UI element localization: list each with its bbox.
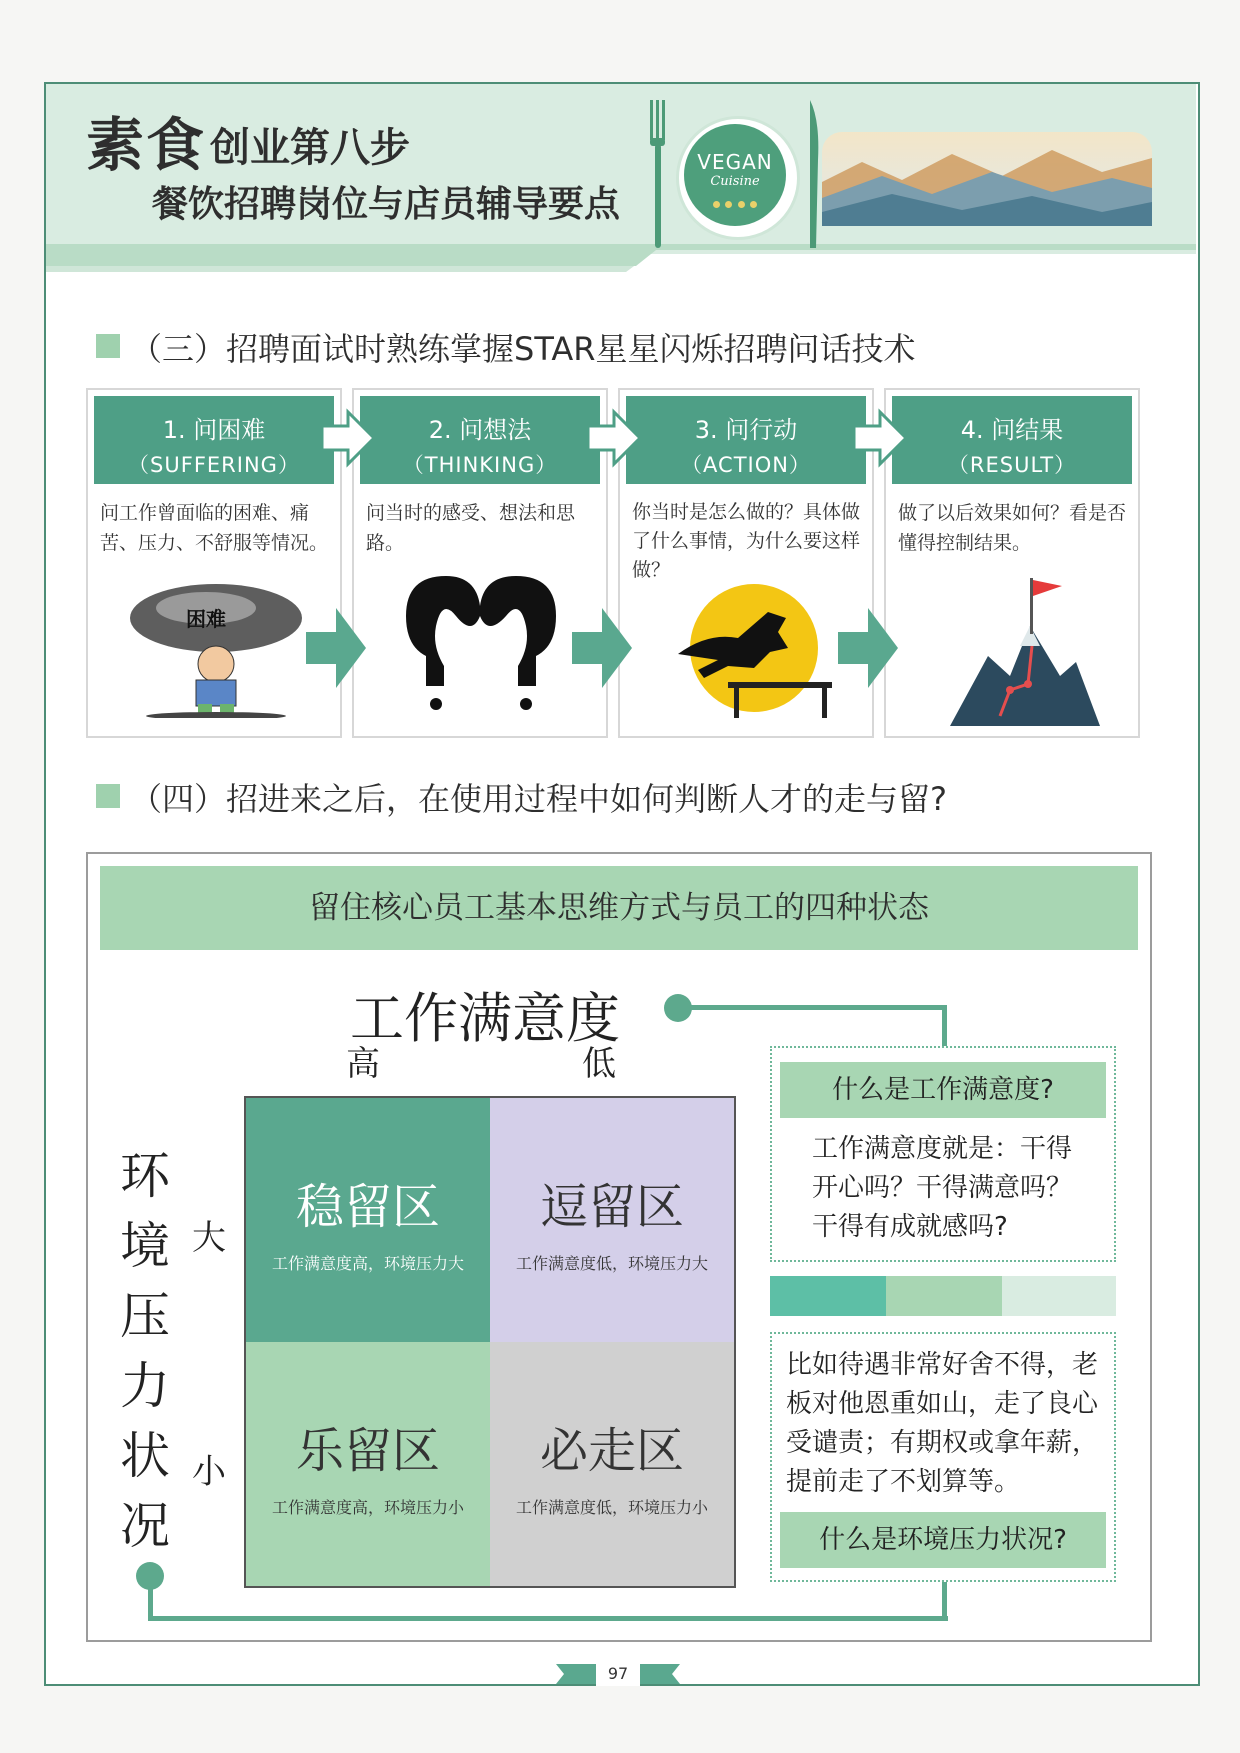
- mountain-flag-icon: [950, 566, 1100, 726]
- color-strip-segment: [1002, 1276, 1116, 1316]
- env-axis-char: 压: [120, 1287, 170, 1345]
- star-card-header: [626, 396, 866, 484]
- quadrant-name: 必走区: [539, 1423, 684, 1479]
- connector-line: [690, 1005, 946, 1010]
- star-step-en: （THINKING）: [402, 453, 558, 477]
- color-strip-segment: [770, 1276, 886, 1316]
- star-step-text: 问当时的感受、想法和思路。: [366, 502, 576, 554]
- big-arrow-right-icon: [838, 608, 898, 688]
- quadrant-stable: [246, 1098, 490, 1342]
- page-number: 97: [607, 1664, 629, 1683]
- big-arrow-right-icon: [306, 608, 366, 688]
- carrying-rock-illustration: [126, 578, 306, 718]
- panel-title: 留住核心员工基本思维方式与员工的四种状态: [100, 866, 1138, 950]
- env-axis-char: 环: [120, 1147, 170, 1205]
- env-axis-char: 况: [120, 1497, 170, 1555]
- star-step-en: （SUFFERING）: [128, 453, 300, 477]
- star-step-title: 1. 问困难: [162, 416, 266, 444]
- star-step-text: 问工作曾面临的困难、痛苦、压力、不舒服等情况。: [100, 502, 329, 554]
- quadrant-desc: 工作满意度低，环境压力小: [515, 1498, 708, 1517]
- color-strip-segment: [886, 1276, 1002, 1316]
- logo-text-top: VEGAN: [697, 150, 773, 174]
- star-step-en: （ACTION）: [681, 453, 811, 477]
- connector-dot: [136, 1562, 164, 1590]
- satisfaction-axis-title: 工作满意度: [350, 987, 620, 1050]
- logo-text-bottom: Cuisine: [710, 174, 760, 189]
- quadrant-name: 乐留区: [295, 1423, 440, 1479]
- satisfaction-high-label: 高: [346, 1044, 380, 1084]
- quadrant-leaving: [490, 1342, 734, 1586]
- star-card-header: [892, 396, 1132, 484]
- connector-line: [148, 1616, 948, 1621]
- star-step-text: 做了以后效果如何？看是否懂得控制结果。: [898, 502, 1127, 554]
- quadrant-lingering: [490, 1098, 734, 1342]
- section3-title: （三）招聘面试时熟练掌握STAR星星闪烁招聘问话技术: [130, 330, 916, 368]
- quadrant-desc: 工作满意度高，环境压力大: [271, 1254, 464, 1273]
- brand-title-big: 素食: [86, 111, 207, 179]
- section4-title: （四）招进来之后，在使用过程中如何判断人才的走与留?: [130, 780, 947, 818]
- arrow-right-icon: [318, 408, 378, 468]
- big-arrow-right-icon: [572, 608, 632, 688]
- star-card-result: [884, 388, 1140, 738]
- connector-dot: [664, 994, 692, 1022]
- star-card-action: [618, 388, 874, 738]
- star-step-title: 4. 问结果: [960, 416, 1064, 444]
- rock-label: 困难: [186, 607, 226, 631]
- satisfaction-low-label: 低: [582, 1044, 616, 1084]
- star-step-title: 2. 问想法: [428, 416, 532, 444]
- star-card-suffering: [86, 388, 342, 738]
- horse-jump-illustration: [658, 582, 838, 722]
- knife-icon: [804, 100, 824, 250]
- logo-dots: [684, 193, 786, 212]
- two-heads-thinking-icon: [396, 576, 566, 716]
- satisfaction-info-text: 工作满意度就是：干得开心吗？干得满意吗？干得有成就感吗?: [812, 1134, 1073, 1242]
- section3-bullet: [96, 334, 120, 358]
- quadrant-happy: [246, 1342, 490, 1586]
- star-card-header: [94, 396, 334, 484]
- quadrant-name: 逗留区: [539, 1179, 684, 1235]
- environment-info-text: 比如待遇非常好舍不得，老板对他恩重如山，走了良心受谴责；有期权或拿年薪，提前走了不划算等。: [786, 1350, 1099, 1497]
- quadrant-desc: 工作满意度高，环境压力小: [271, 1498, 464, 1517]
- quadrant-desc: 工作满意度低，环境压力大: [515, 1254, 708, 1273]
- environment-info-head: 什么是环境压力状况?: [780, 1512, 1106, 1568]
- star-card-header: [360, 396, 600, 484]
- env-axis-char: 境: [120, 1217, 170, 1275]
- page-subtitle: 餐饮招聘岗位与店员辅导要点: [152, 184, 621, 225]
- quadrant-name: 稳留区: [295, 1179, 440, 1235]
- star-card-thinking: [352, 388, 608, 738]
- satisfaction-info-head: 什么是工作满意度?: [780, 1062, 1106, 1118]
- header-wave: [46, 244, 1196, 274]
- mountain-landscape-image: [822, 132, 1152, 226]
- env-axis-char: 状: [120, 1427, 170, 1485]
- star-step-text: 你当时是怎么做的？具体做了什么事情，为什么要这样做？: [632, 501, 861, 581]
- arrow-right-icon: [850, 408, 910, 468]
- env-big-label: 大: [192, 1218, 226, 1258]
- section4-bullet: [96, 784, 120, 808]
- arrow-right-icon: [584, 408, 644, 468]
- star-step-title: 3. 问行动: [694, 416, 798, 444]
- env-axis-char: 力: [120, 1357, 170, 1415]
- env-small-label: 小: [192, 1452, 226, 1492]
- vegan-logo: [684, 124, 786, 226]
- fork-icon: [648, 100, 668, 250]
- brand-title-small: 创业第八步: [210, 125, 410, 171]
- star-step-en: （RESULT）: [947, 453, 1077, 477]
